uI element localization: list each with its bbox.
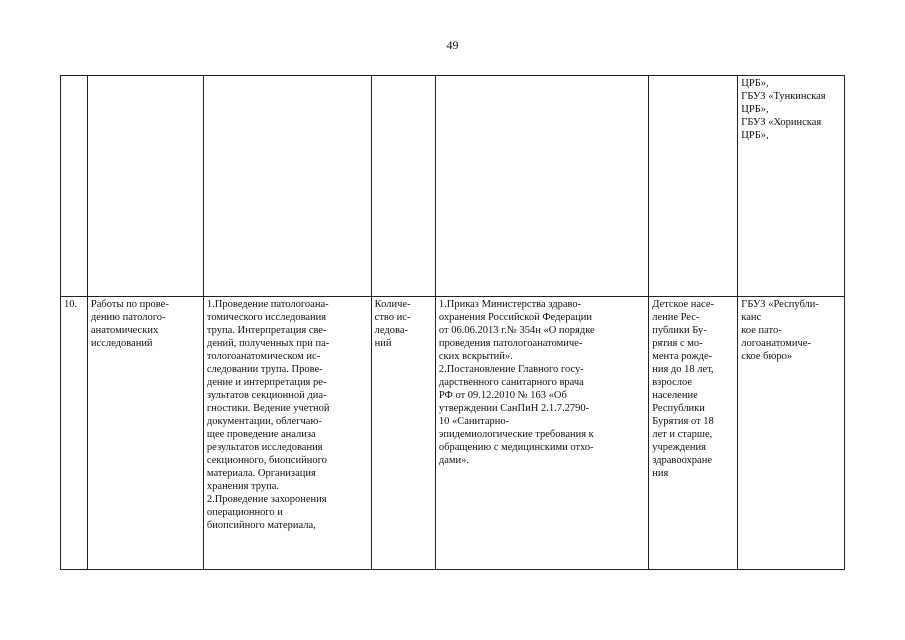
cell-work-empty [87, 76, 203, 297]
cell-unit [371, 297, 435, 570]
cell-num-empty [61, 76, 88, 297]
row-number: 10. [64, 299, 78, 310]
unit: Количе- ство ис- ледова- ний [374, 299, 411, 349]
cell-normative-empty [435, 76, 648, 297]
cell-work-content [203, 297, 371, 570]
cell-content-empty [203, 76, 371, 297]
page-number: 49 [446, 38, 459, 52]
table-row-continuation [61, 76, 845, 297]
table-row-10 [61, 297, 845, 570]
cell-unit-empty [371, 76, 435, 297]
cell-organizations-continued [738, 76, 845, 297]
cell-consumers [649, 297, 738, 570]
consumers: Детское насе- ление Рес- публики Бу- рятия с мо- мента рожде- ния до 18 лет, взрослое население Республики Бурятия от 18 лет и старше, учреждения здравоохране ния [652, 299, 715, 479]
work-content: 1.Проведение патологоана- томического исследования трупа. Интерпретация све- дений, полученных при па- тологоанатомическом ис- следовании трупа. Прове- дение и интерпретация ре- зультатов секционной диа- гностики. Ведение учетной документации, облегчаю- щее проведение анализа результатов исследования секционного, биопсийного материала. Организация хранения трупа. 2.Проведение захоронения операционного и биопсийного материала, [206, 299, 330, 531]
cell-work-name [87, 297, 203, 570]
cell-normative-acts [435, 297, 648, 570]
cell-consumers-empty [649, 76, 738, 297]
organizations-text: ЦРБ», ГБУЗ «Тункинская ЦРБ», ГБУЗ «Хоринская ЦРБ», [741, 78, 826, 141]
organizations: ГБУЗ «Республи- канс кое пато- логоанатомиче- ское бюро» [741, 299, 819, 362]
normative-acts: 1.Приказ Министерства здраво- охранения Российской Федерации от 06.06.2013 г.№ 354н «О порядке проведения патологоанатомиче- ских вскрытий». 2.Постановление Главного госу- дарственного санитарного врача РФ от 09.12.2010 № 163 «Об утверждении СанПиН 2.1.7.2790- 10 «Санитарно- эпидемиологические требования к обращению с медицинскими отхо- дами». [438, 299, 595, 466]
work-name: Работы по прове- дению патолого- анатомических исследований [90, 299, 169, 349]
cell-organizations [738, 297, 845, 570]
services-table [60, 75, 845, 570]
cell-row-number [61, 297, 88, 570]
